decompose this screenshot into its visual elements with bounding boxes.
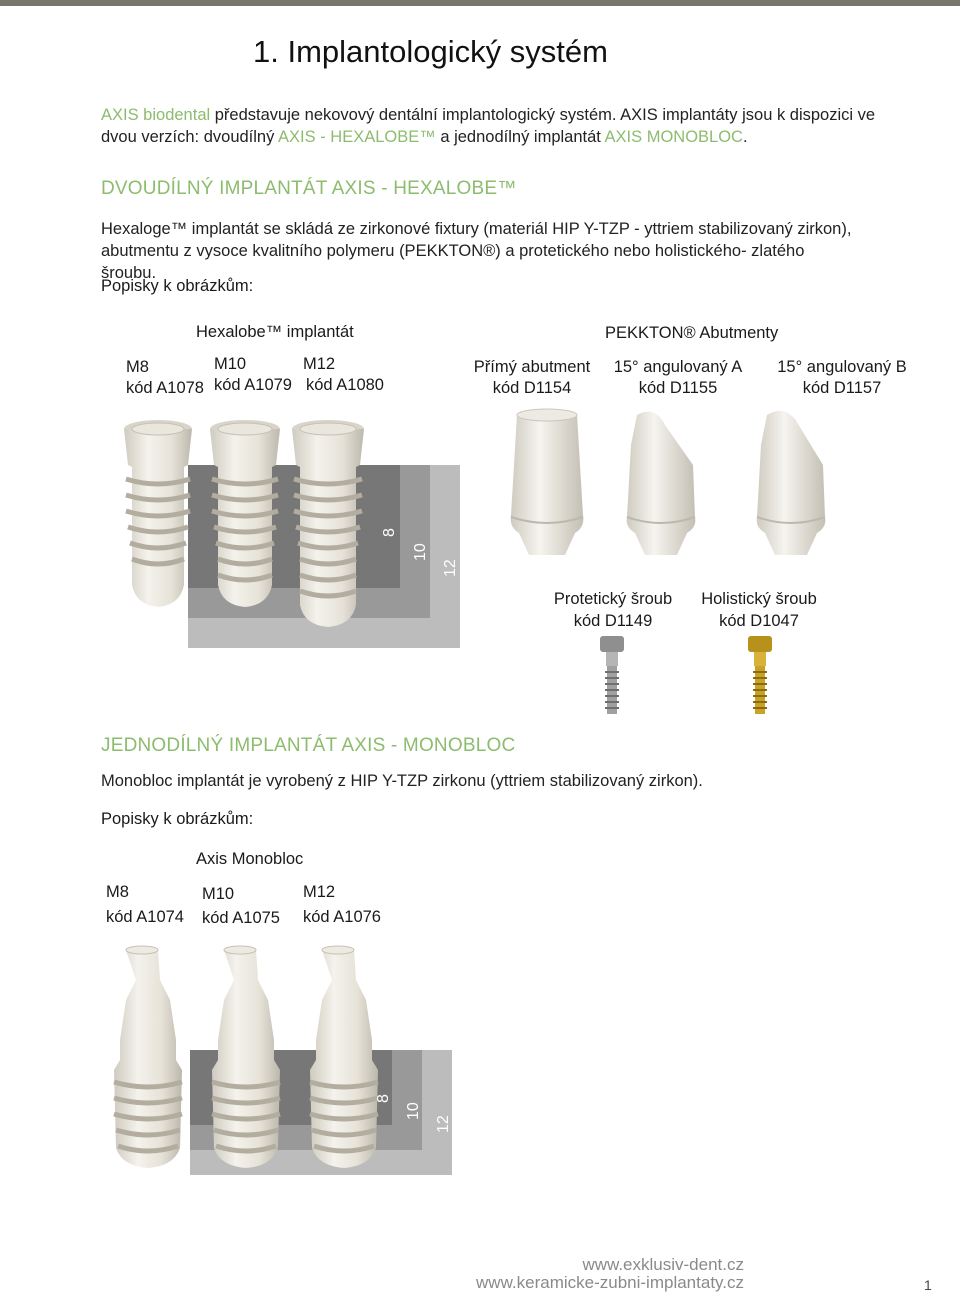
implant-m8-image [124, 420, 192, 607]
mono-implant-m8-image [114, 946, 182, 1168]
abutments-figure [495, 405, 915, 575]
abutment-code-d1155: kód D1155 [638, 379, 718, 397]
screw-code-d1047: kód D1047 [719, 612, 799, 630]
page-title: 1. Implantologický systém [253, 34, 608, 69]
abutment-name-straight: Přímý abutment [473, 358, 591, 376]
section2-heading: JEDNODÍLNÝ IMPLANTÁT AXIS - MONOBLOC [101, 735, 516, 756]
implant-size-m8: M8 [126, 358, 149, 376]
implant-code-a1079: kód A1079 [214, 376, 292, 394]
footer-url-1[interactable]: www.exklusiv-dent.cz [582, 1255, 744, 1274]
hexalobe-group-title: Hexalobe™ implantát [196, 323, 354, 341]
abutment-code-d1154: kód D1154 [492, 379, 572, 397]
hexalobe-name: AXIS - HEXALOBE™ [278, 128, 436, 146]
screws-figure [596, 636, 776, 718]
length-label-10: 10 [412, 543, 429, 561]
mono-length-label-10: 10 [405, 1102, 422, 1120]
abutment-angled-a-image [627, 412, 696, 555]
mono-length-label-12: 12 [435, 1115, 452, 1133]
mono-code-a1075: kód A1075 [202, 909, 280, 927]
footer-url-2[interactable]: www.keramicke-zubni-implantaty.cz [476, 1273, 744, 1292]
hexalobe-implants-figure [100, 405, 480, 655]
abutment-code-d1157: kód D1157 [802, 379, 882, 397]
screw-name-prosthetic: Protetický šroub [553, 590, 673, 608]
implant-m10-image [210, 420, 280, 607]
section1-heading: DVOUDÍLNÝ IMPLANTÁT AXIS - HEXALOBE™ [101, 178, 517, 199]
abutment-name-angled-b: 15° angulovaný B [777, 358, 907, 376]
abutment-group-title: PEKKTON® Abutmenty [605, 324, 779, 342]
monobloc-implants-figure [100, 940, 470, 1175]
intro-text-3: . [742, 128, 748, 146]
monobloc-name: AXIS MONOBLOC [604, 128, 743, 146]
abutment-straight-image [511, 409, 584, 555]
mono-implant-m12-image [310, 946, 378, 1168]
section1-captions-label: Popisky k obrázkům: [101, 277, 254, 295]
mono-length-label-8: 8 [375, 1094, 392, 1103]
page-number: 1 [924, 1277, 932, 1293]
holistic-screw-image [748, 636, 772, 714]
abutment-angled-b-image [757, 411, 826, 555]
implant-code-a1080: kód A1080 [306, 376, 384, 394]
mono-size-m12: M12 [303, 883, 336, 901]
prosthetic-screw-image [600, 636, 624, 714]
intro-paragraph [101, 104, 901, 148]
implant-size-m10: M10 [214, 355, 247, 373]
screw-name-holistic: Holistický šroub [701, 590, 817, 608]
implant-m12-image [292, 420, 364, 627]
brand-name: AXIS biodental [101, 106, 211, 124]
section2-captions-label: Popisky k obrázkům: [101, 810, 254, 828]
intro-text-2: a jednodílný implantát [435, 128, 605, 146]
monobloc-group-title: Axis Monobloc [196, 850, 304, 868]
mono-implant-m10-image [212, 946, 280, 1168]
implant-code-a1078: kód A1078 [126, 379, 204, 397]
length-label-8: 8 [381, 528, 398, 537]
top-bar [0, 0, 960, 6]
mono-size-m8: M8 [106, 883, 129, 901]
mono-size-m10: M10 [202, 885, 235, 903]
length-label-12: 12 [442, 559, 459, 577]
screw-code-d1149: kód D1149 [573, 612, 653, 630]
section2-paragraph: Monobloc implantát je vyrobený z HIP Y-TZP zirkonu (yttriem stabilizovaný zirkon). [101, 772, 703, 790]
mono-code-a1076: kód A1076 [303, 908, 381, 926]
intro-text-1: představuje nekovový dentální implantologický systém. AXIS implantáty jsou k dispozici ve dvou verzích: dvoudílný [101, 106, 876, 146]
implant-size-m12: M12 [303, 355, 336, 373]
section1-paragraph: Hexaloge™ implantát se skládá ze zirkonové fixtury (materiál HIP Y-TZP - yttriem stabilizovaný zirkon), abutmentu z vysoce kvalitního polymeru (PEKKTON®) a protetického nebo holistického- zlatého šroubu. [101, 220, 852, 282]
abutment-name-angled-a: 15° angulovaný A [613, 358, 743, 376]
mono-code-a1074: kód A1074 [106, 908, 184, 926]
